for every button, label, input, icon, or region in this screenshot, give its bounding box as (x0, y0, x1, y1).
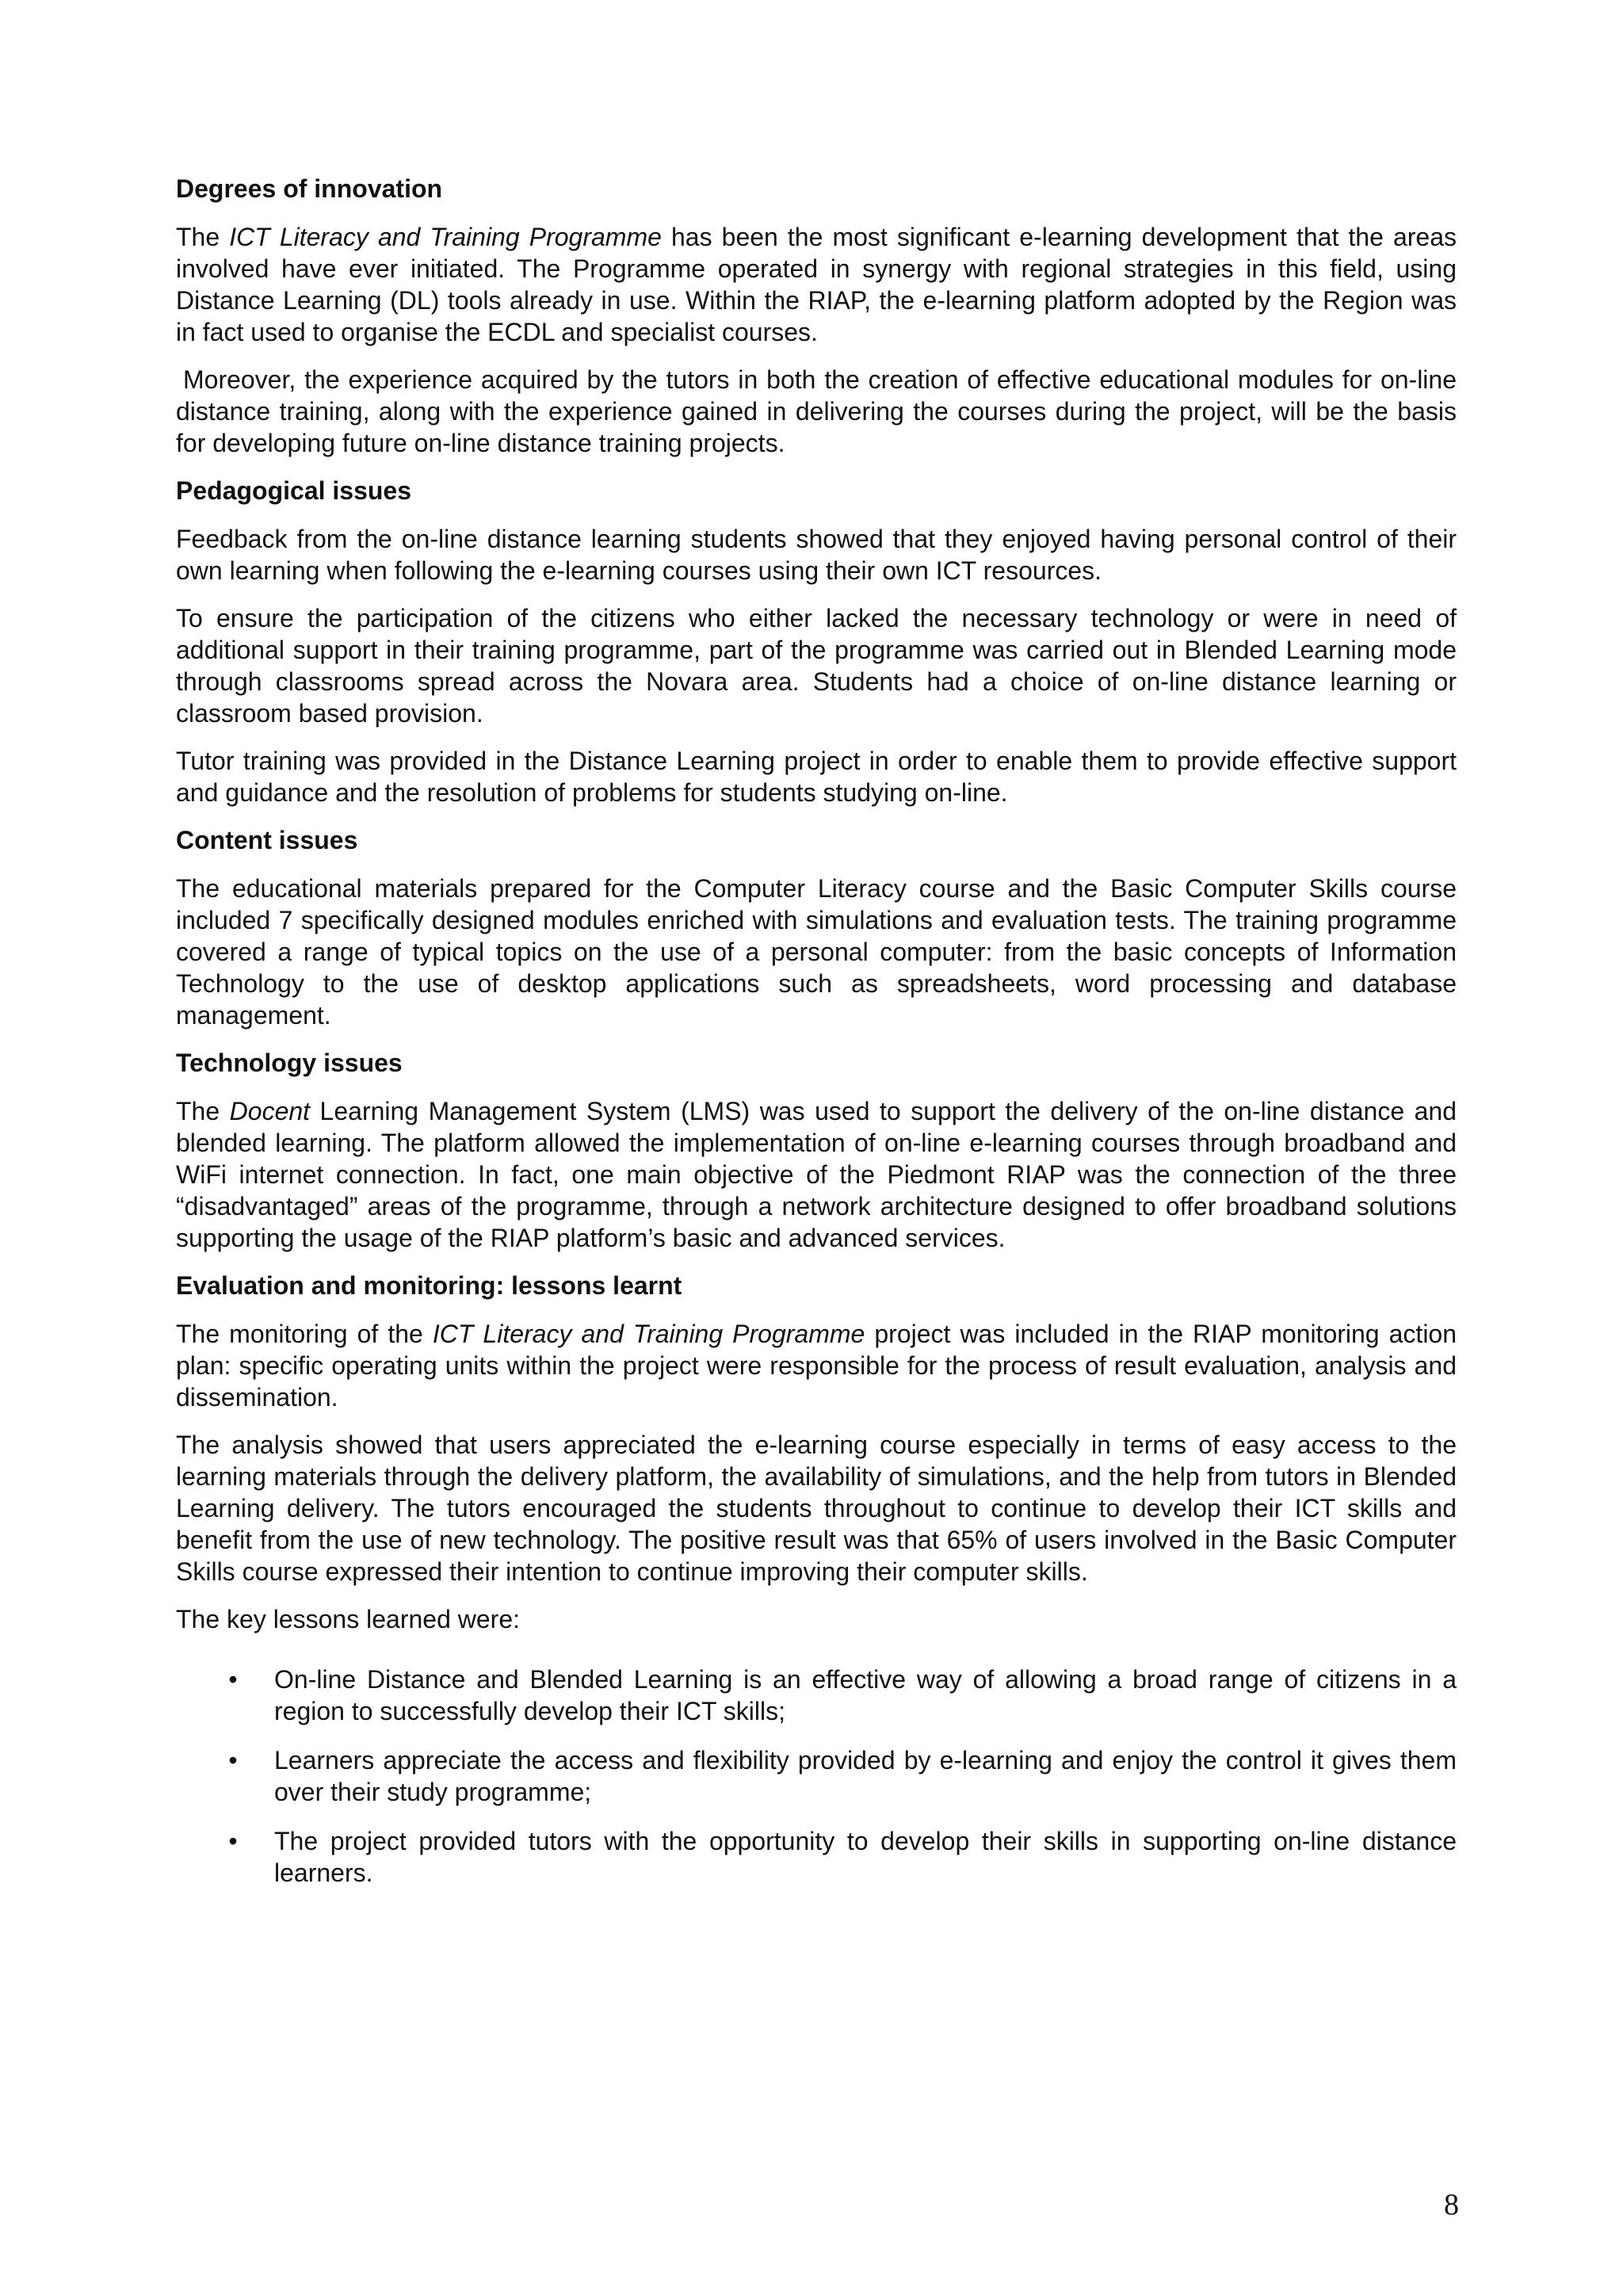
bullet-icon: • (228, 1827, 238, 1855)
programme-title-italic: ICT Literacy and Training Programme (432, 1320, 865, 1348)
paragraph: Moreover, the experience acquired by the tutors in both the creation of effective educational modules for on-line distance training, along with the experience gained in delivering the courses during the project, will be the basis for developing future on-line distance training projects. (176, 365, 1457, 457)
paragraph-text: has been the most significant e-learning development that the areas involved have ever initiated. The Programme operated in synergy with regional strategies in this field, using Distance Learning (DL) tools already in use. Within the RIAP, the e-learning platform adopted by the Region was in fact used to organise the ECDL and specialist courses. (176, 223, 1457, 346)
page-number: 8 (1444, 2188, 1459, 2222)
paragraph: The educational materials prepared for the Computer Literacy course and the Basic Computer Skills course included 7 specifically designed modules enriched with simulations and evaluation tests. The training programme covered a range of typical topics on the use of a personal computer: from the basic concepts of Information Technology to the use of desktop applications such as spreadsheets, word processing and database management. (176, 874, 1457, 1030)
paragraph-text: Learning Management System (LMS) was used to support the delivery of the on-line distance and blended learning. The platform allowed the implementation of on-line e-learning courses through broadband and WiFi internet connection. In fact, one main objective of the Piedmont RIAP was the connection of the three “disadvantaged” areas of the programme, through a network architecture designed to offer broadband solutions supporting the usage of the RIAP platform’s basic and advanced services. (176, 1097, 1457, 1252)
paragraph: Tutor training was provided in the Distance Learning project in order to enable them to provide effective support and guidance and the resolution of problems for students studying on-line. (176, 747, 1457, 807)
section-heading: Degrees of innovation (176, 174, 443, 203)
paragraph-text: project was included in the RIAP monitoring action plan: specific operating units within the project were responsible for the process of result evaluation, analysis and dissemination. (176, 1320, 1457, 1412)
section-pedagogical-issues (176, 475, 1457, 808)
paragraph: The analysis showed that users appreciated the e-learning course especially in terms of easy access to the learning materials through the delivery platform, the availability of simulations, and the help from tutors in Blended Learning delivery. The tutors encouraged the students throughout to continue to develop their ICT skills and benefit from the use of new technology. The positive result was that 65% of users involved in the Basic Computer Skills course expressed their intention to continue improving their computer skills. (176, 1431, 1457, 1586)
paragraph (176, 1095, 1457, 1254)
bullet-item (176, 1664, 1457, 1727)
paragraph: Feedback from the on-line distance learning students showed that they enjoyed having personal control of their own learning when following the e-learning courses using their own ICT resources. (176, 525, 1457, 585)
paragraph-text: The (176, 223, 230, 251)
paragraph (176, 1318, 1457, 1413)
paragraph (176, 221, 1457, 348)
paragraph-text: The (176, 1097, 230, 1125)
section-heading: Technology issues (176, 1049, 403, 1077)
bullet-icon: • (228, 1665, 238, 1694)
document-page (176, 173, 1457, 1906)
section-evaluation-and-monitoring (176, 1270, 1457, 1889)
section-heading: Pedagogical issues (176, 476, 412, 505)
section-heading: Evaluation and monitoring: lessons learnt (176, 1271, 682, 1300)
section-technology-issues (176, 1047, 1457, 1254)
bullet-text: On-line Distance and Blended Learning is an effective way of allowing a broad range of citizens in a region to successfully develop their ICT skills; (274, 1665, 1457, 1725)
bullet-icon: • (228, 1746, 238, 1775)
bullet-item (176, 1825, 1457, 1889)
bullet-text: The project provided tutors with the opportunity to develop their skills in supporting on-line distance learners. (274, 1827, 1457, 1887)
lessons-bullet-list (176, 1664, 1457, 1889)
lessons-intro: The key lessons learned were: (176, 1605, 520, 1633)
programme-title-italic: ICT Literacy and Training Programme (229, 223, 662, 251)
paragraph-text: The monitoring of the (176, 1320, 433, 1348)
bullet-text: Learners appreciate the access and flexibility provided by e-learning and enjoy the control it gives them over their study programme; (274, 1746, 1457, 1806)
paragraph: To ensure the participation of the citizens who either lacked the necessary technology or were in need of additional support in their training programme, part of the programme was carried out in Blended Learning mode through classrooms spread across the Novara area. Students had a choice of on-line distance learning or classroom based provision. (176, 604, 1457, 728)
bullet-item (176, 1744, 1457, 1808)
section-heading: Content issues (176, 826, 358, 854)
lms-name-italic: Docent (229, 1097, 311, 1125)
section-content-issues (176, 824, 1457, 1031)
section-degrees-of-innovation (176, 173, 1457, 459)
